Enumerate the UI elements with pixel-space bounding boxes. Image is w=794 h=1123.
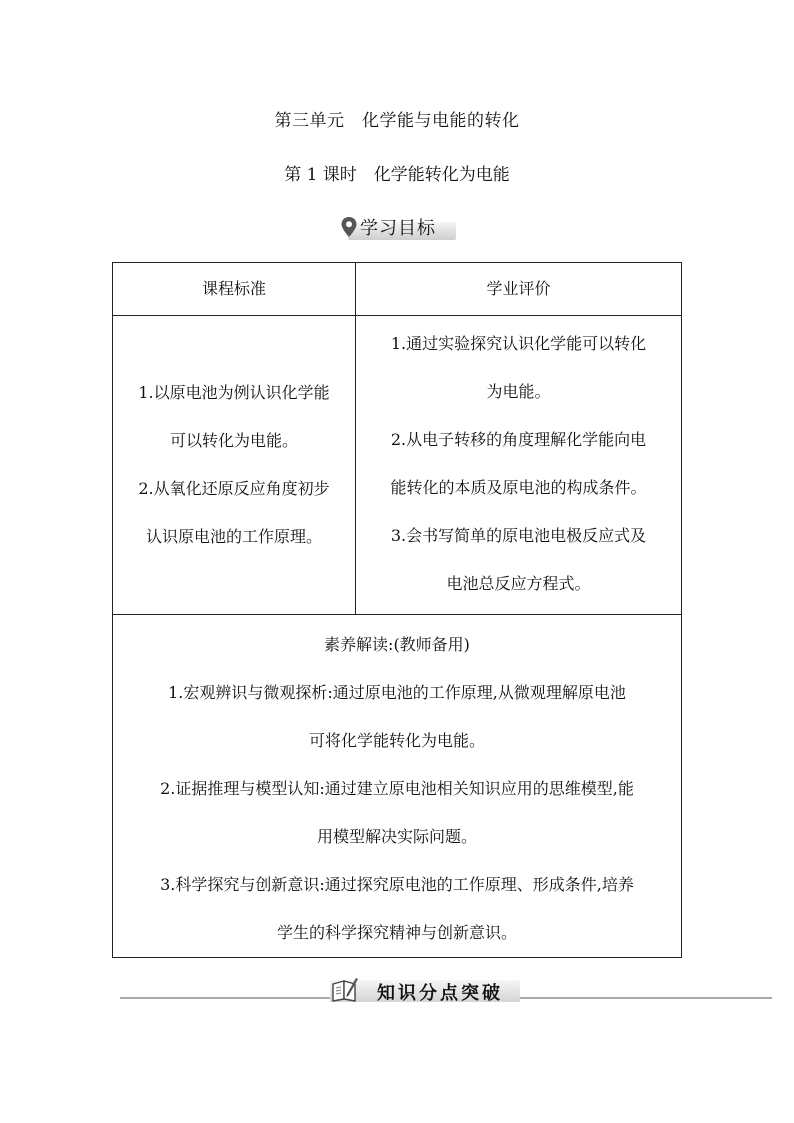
literacy-1-line-1: 1.宏观辨识与微观探析:通过原电池的工作原理,从微观理解原电池	[168, 683, 626, 702]
header-academic-evaluation: 学业评价	[356, 263, 682, 316]
evaluation-1-line-2: 为电能。	[486, 382, 551, 401]
literacy-title: 素养解读:(教师备用)	[324, 635, 470, 654]
evaluations-cell	[356, 316, 682, 615]
literacy-cell	[113, 615, 682, 958]
unit-title: 第三单元 化学能与电能的转化	[274, 111, 520, 131]
section-heading-goals	[340, 214, 436, 240]
section-heading-label: 知识分点突破	[377, 983, 503, 1004]
literacy-2-line-1: 2.证据推理与模型认知:通过建立原电池相关知识应用的思维模型,能	[160, 779, 634, 798]
standard-2-line-1: 2.从氧化还原反应角度初步	[138, 479, 330, 498]
section-heading-label: 学习目标	[360, 218, 436, 239]
literacy-3-line-1: 3.科学探究与创新意识:通过探究原电池的工作原理、形成条件,培养	[160, 875, 634, 894]
location-pin-icon	[340, 216, 358, 238]
literacy-1-line-2: 可将化学能转化为电能。	[308, 731, 485, 750]
standard-1-line-2: 可以转化为电能。	[169, 431, 298, 450]
evaluation-1-line-1: 1.通过实验探究认识化学能可以转化	[390, 334, 647, 353]
literacy-2-line-2: 用模型解决实际问题。	[316, 827, 477, 846]
standard-1-line-1: 1.以原电池为例认识化学能	[138, 383, 330, 402]
section-heading-knowledge	[0, 976, 794, 1006]
book-pen-icon	[330, 976, 358, 1002]
evaluation-2-line-2: 能转化的本质及原电池的构成条件。	[390, 478, 647, 497]
standard-2-line-2: 认识原电池的工作原理。	[145, 527, 322, 546]
evaluation-3-line-1: 3.会书写简单的原电池电极反应式及	[390, 526, 647, 545]
literacy-3-line-2: 学生的科学探究精神与创新意识。	[276, 923, 517, 942]
learning-goals-table	[112, 262, 682, 958]
evaluation-3-line-2: 电池总反应方程式。	[446, 574, 591, 593]
lesson-title: 第 1 课时 化学能转化为电能	[284, 165, 510, 185]
evaluation-2-line-1: 2.从电子转移的角度理解化学能向电	[390, 430, 647, 449]
header-curriculum-standard: 课程标准	[113, 263, 356, 316]
standards-cell	[113, 316, 356, 615]
